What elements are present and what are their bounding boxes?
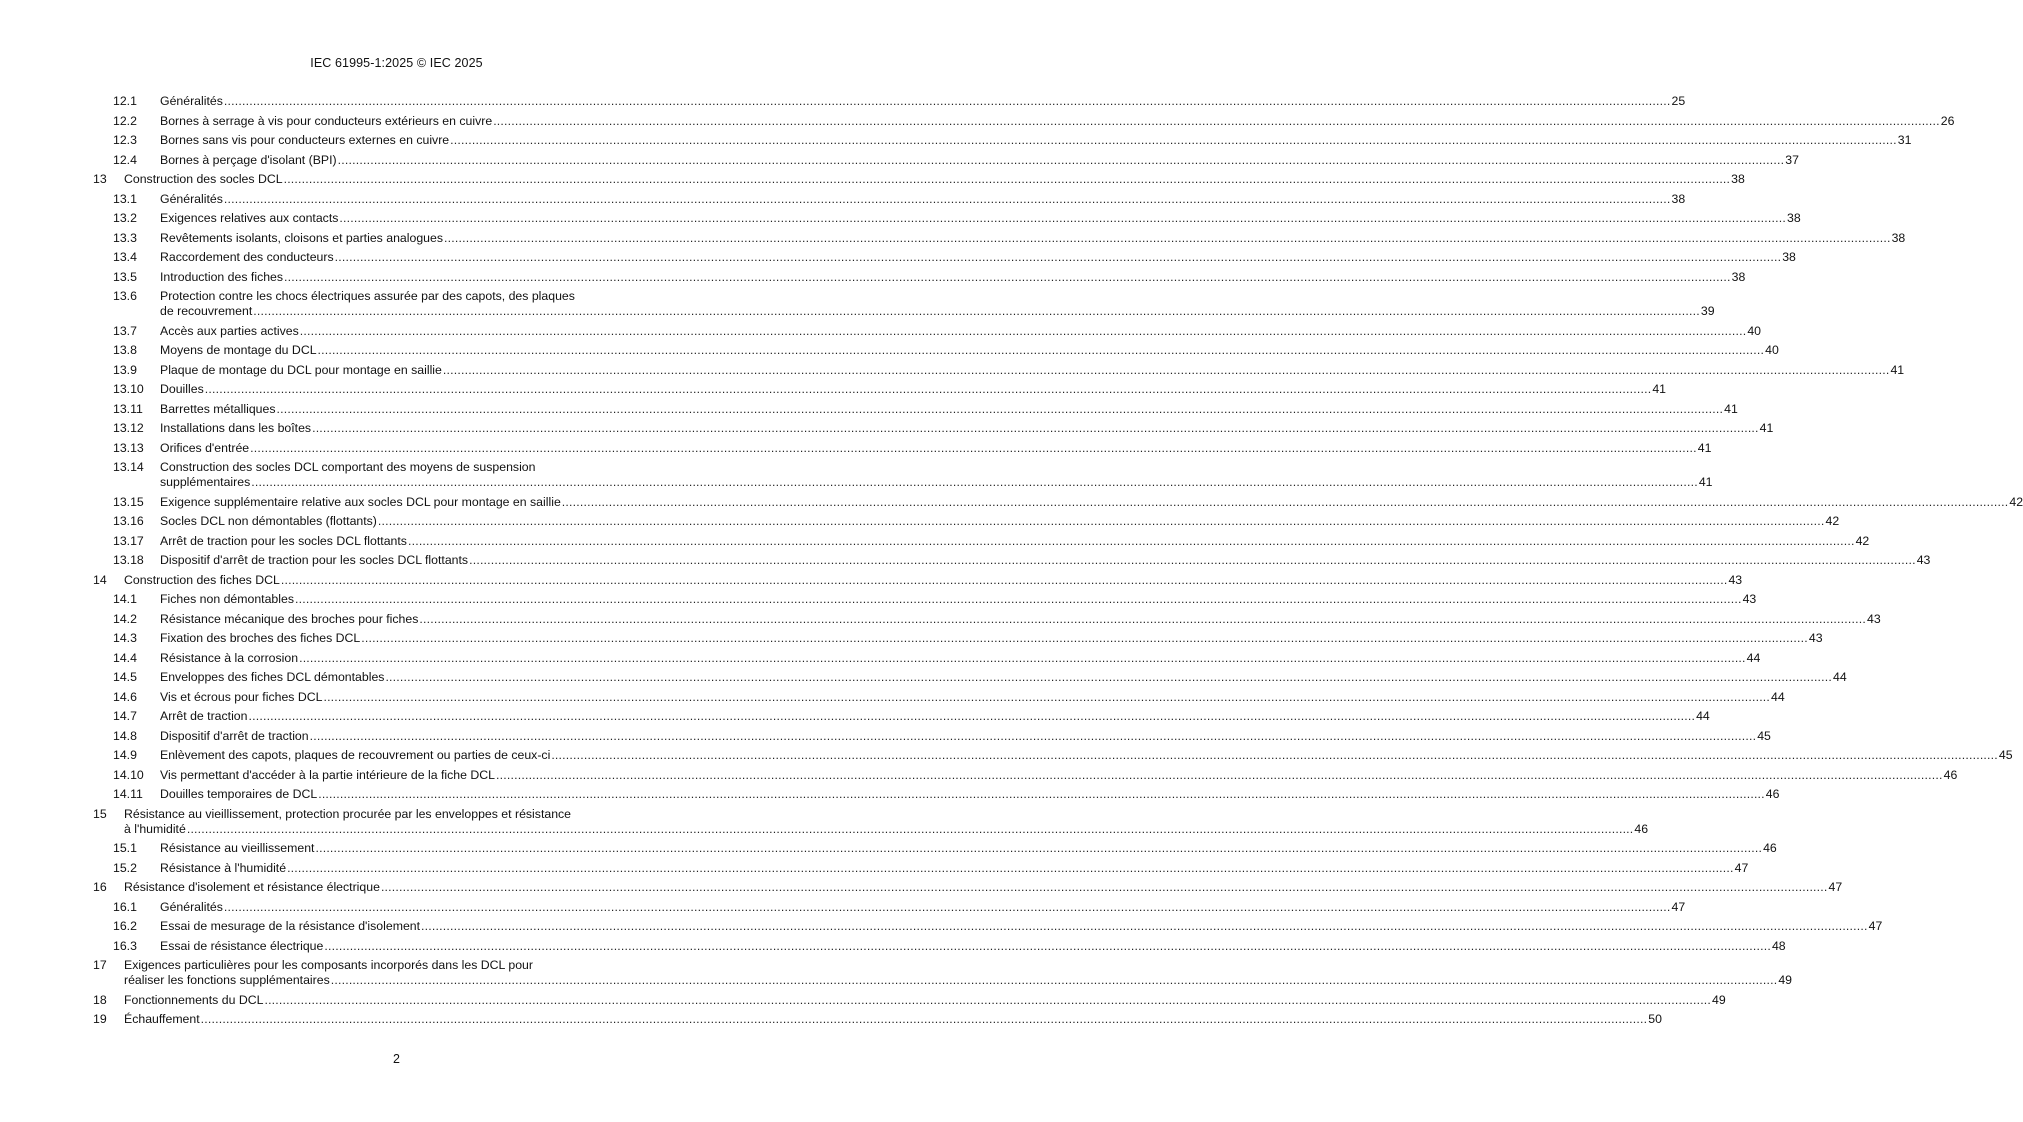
dot-leader: ................................................................................................................................................................................................................................................................................................................................................................................................................ <box>223 899 1671 914</box>
toc-entry-number: 13.12 <box>113 421 144 435</box>
table-of-contents <box>0 94 2023 1032</box>
dot-leader: ................................................................................................................................................................................................................................................................................................................................................................................................................ <box>315 841 1763 855</box>
toc-entry-title: Protection contre les chocs électriques assurée par des capots, des plaques <box>160 289 575 303</box>
toc-entry-page: 44 <box>1746 650 1761 665</box>
toc-entry-number: 13.1 <box>113 191 137 206</box>
toc-entry-page: 26 <box>1940 113 1955 128</box>
toc-entry-number: 13.9 <box>113 362 137 377</box>
toc-entry[interactable] <box>0 860 1749 876</box>
toc-entry[interactable] <box>0 401 1738 417</box>
toc-entry[interactable] <box>0 323 1762 339</box>
toc-entry-number: 13.6 <box>113 289 137 303</box>
toc-entry-page: 47 <box>1671 899 1686 914</box>
dot-leader: ................................................................................................................................................................................................................................................................................................................................................................................................................ <box>250 440 1697 455</box>
toc-entry-page: 45 <box>1757 728 1771 743</box>
dot-leader: ................................................................................................................................................................................................................................................................................................................................................................................................................ <box>317 343 1765 357</box>
toc-entry-number: 15.2 <box>113 860 137 875</box>
toc-entry-title: Essai de mesurage de la résistance d'isolement <box>160 919 421 933</box>
toc-entry-number: 13.15 <box>113 494 144 509</box>
toc-entry-page: 42 <box>1825 514 1840 528</box>
toc-entry[interactable] <box>0 514 1840 529</box>
toc-entry-page: 41 <box>1890 362 1905 377</box>
dot-leader: ................................................................................................................................................................................................................................................................................................................................................................................................................ <box>493 113 1940 128</box>
toc-entry[interactable] <box>0 992 1726 1008</box>
toc-entry-page: 37 <box>1785 152 1799 167</box>
toc-entry-number: 13.14 <box>113 460 144 474</box>
dot-leader: ................................................................................................................................................................................................................................................................................................................................................................................................................ <box>561 494 2009 509</box>
toc-entry[interactable] <box>0 841 1777 856</box>
toc-entry-page: 43 <box>1808 631 1823 645</box>
toc-entry-page: 41 <box>1759 421 1774 435</box>
toc-entry[interactable] <box>0 289 1715 319</box>
dot-leader: ................................................................................................................................................................................................................................................................................................................................................................................................................ <box>419 611 1866 626</box>
dot-leader: ................................................................................................................................................................................................................................................................................................................................................................................................................ <box>324 938 1771 953</box>
toc-entry-title: Vis et écrous pour fiches DCL <box>160 689 323 704</box>
toc-entry-page: 42 <box>2009 494 2023 509</box>
toc-entry-title: supplémentaires <box>160 475 251 489</box>
toc-entry-number: 15.1 <box>113 841 137 855</box>
toc-entry-number: 12.3 <box>113 133 137 147</box>
toc-entry-number: 13.8 <box>113 343 137 357</box>
toc-entry[interactable] <box>0 787 1780 802</box>
toc-entry-title: Enveloppes des fiches DCL démontables <box>160 670 385 684</box>
toc-entry-title: Bornes à perçage d'isolant (BPI) <box>160 152 337 167</box>
toc-entry-number: 14.11 <box>113 787 143 801</box>
toc-entry[interactable] <box>0 494 2023 510</box>
dot-leader: ................................................................................................................................................................................................................................................................................................................................................................................................................ <box>469 553 1916 567</box>
toc-entry-page: 43 <box>1866 611 1881 626</box>
toc-entry-page: 50 <box>1648 1012 1662 1026</box>
dot-leader: ................................................................................................................................................................................................................................................................................................................................................................................................................ <box>204 382 1652 396</box>
toc-entry-page: 41 <box>1724 401 1738 416</box>
dot-leader: ................................................................................................................................................................................................................................................................................................................................................................................................................ <box>318 787 1765 801</box>
toc-entry[interactable] <box>0 899 1686 915</box>
toc-entry-number: 12.1 <box>113 94 137 108</box>
dot-leader: ................................................................................................................................................................................................................................................................................................................................................................................................................ <box>407 533 1855 548</box>
dot-leader: ................................................................................................................................................................................................................................................................................................................................................................................................................ <box>287 860 1734 875</box>
toc-entry-page: 38 <box>1731 269 1746 284</box>
dot-leader: ................................................................................................................................................................................................................................................................................................................................................................................................................ <box>264 992 1712 1007</box>
toc-entry-number: 14.1 <box>113 592 137 606</box>
toc-entry-title: de recouvrement <box>160 304 253 318</box>
toc-entry[interactable] <box>0 421 1774 436</box>
toc-entry-number: 13.18 <box>113 553 144 567</box>
toc-entry[interactable] <box>0 631 1823 646</box>
toc-entry-page: 38 <box>1787 211 1801 225</box>
dot-leader: ................................................................................................................................................................................................................................................................................................................................................................................................................ <box>380 880 1828 894</box>
toc-entry-number: 13.2 <box>113 211 137 225</box>
toc-entry[interactable] <box>0 211 1801 226</box>
toc-entry[interactable] <box>0 250 1796 265</box>
toc-entry-number: 14.10 <box>113 767 144 782</box>
dot-leader: ................................................................................................................................................................................................................................................................................................................................................................................................................ <box>299 323 1747 338</box>
toc-entry-number: 12.2 <box>113 113 137 128</box>
toc-entry[interactable] <box>0 650 1761 666</box>
dot-leader: ................................................................................................................................................................................................................................................................................................................................................................................................................ <box>280 572 1728 587</box>
toc-entry-title: Orifices d'entrée <box>160 440 250 455</box>
toc-entry-page: 46 <box>1763 841 1777 855</box>
toc-entry[interactable] <box>0 382 1667 397</box>
toc-entry-page: 44 <box>1696 709 1710 723</box>
toc-entry-number: 14.4 <box>113 650 137 665</box>
toc-entry-title: Résistance au vieillissement, protection procurée par les enveloppes et résistance <box>124 806 572 821</box>
toc-entry-page: 45 <box>1998 748 2013 762</box>
toc-entry-page: 43 <box>1728 572 1743 587</box>
toc-entry-number: 13.5 <box>113 269 137 284</box>
toc-entry-page: 38 <box>1891 230 1906 245</box>
dot-leader: ................................................................................................................................................................................................................................................................................................................................................................................................................ <box>223 94 1671 108</box>
toc-entry-title: Échauffement <box>124 1012 200 1026</box>
toc-entry-page: 46 <box>1943 767 1958 782</box>
toc-entry-title: Arrêt de traction <box>160 709 248 723</box>
toc-entry-title: Bornes sans vis pour conducteurs externes en cuivre <box>160 133 450 147</box>
toc-entry[interactable] <box>0 152 1799 168</box>
toc-entry-title: Fixation des broches des fiches DCL <box>160 631 361 645</box>
dot-leader: ................................................................................................................................................................................................................................................................................................................................................................................................................ <box>312 421 1759 435</box>
toc-entry[interactable] <box>0 938 1786 954</box>
toc-entry[interactable] <box>0 572 1743 588</box>
toc-entry-title: Fiches non démontables <box>160 592 294 606</box>
toc-entry-number: 14.2 <box>113 611 137 626</box>
toc-entry-page: 49 <box>1778 973 1793 987</box>
toc-entry[interactable] <box>0 748 2013 763</box>
toc-entry-page: 46 <box>1634 821 1649 836</box>
dot-leader: ................................................................................................................................................................................................................................................................................................................................................................................................................ <box>442 362 1890 377</box>
toc-entry[interactable] <box>0 919 1883 934</box>
dot-leader: ................................................................................................................................................................................................................................................................................................................................................................................................................ <box>551 748 1998 762</box>
toc-entry-title: Construction des socles DCL <box>124 172 283 186</box>
toc-entry-page: 44 <box>1771 689 1785 704</box>
toc-entry-number: 14.6 <box>113 689 137 704</box>
toc-entry-title: Accès aux parties actives <box>160 323 299 338</box>
dot-leader: ................................................................................................................................................................................................................................................................................................................................................................................................................ <box>421 919 1868 933</box>
toc-entry-page: 42 <box>1855 533 1870 548</box>
toc-entry-number: 15 <box>93 806 107 821</box>
toc-entry-title: Généralités <box>160 899 223 914</box>
dot-leader: ................................................................................................................................................................................................................................................................................................................................................................................................................ <box>334 250 1782 264</box>
toc-entry[interactable] <box>0 689 1785 705</box>
toc-entry-title: Vis permettant d'accéder à la partie intérieure de la fiche DCL <box>160 767 496 782</box>
dot-leader: ................................................................................................................................................................................................................................................................................................................................................................................................................ <box>339 211 1786 225</box>
dot-leader: ................................................................................................................................................................................................................................................................................................................................................................................................................ <box>251 475 1698 489</box>
toc-entry-title: Enlèvement des capots, plaques de recouvrement ou parties de ceux-ci <box>160 748 551 762</box>
toc-entry[interactable] <box>0 362 1905 378</box>
toc-entry-page: 48 <box>1771 938 1786 953</box>
dot-leader: ................................................................................................................................................................................................................................................................................................................................................................................................................ <box>377 514 1825 528</box>
toc-entry-title: Résistance mécanique des broches pour fiches <box>160 611 419 626</box>
dot-leader: ................................................................................................................................................................................................................................................................................................................................................................................................................ <box>253 304 1700 318</box>
toc-entry-number: 14.3 <box>113 631 137 645</box>
toc-entry[interactable] <box>0 269 1746 285</box>
dot-leader: ................................................................................................................................................................................................................................................................................................................................................................................................................ <box>361 631 1808 645</box>
toc-entry-title: Essai de résistance électrique <box>160 938 324 953</box>
toc-entry-number: 14.5 <box>113 670 137 684</box>
toc-entry-title: réaliser les fonctions supplémentaires <box>124 973 330 987</box>
dot-leader: ................................................................................................................................................................................................................................................................................................................................................................................................................ <box>450 133 1897 147</box>
toc-entry-number: 13.16 <box>113 514 144 528</box>
dot-leader: ................................................................................................................................................................................................................................................................................................................................................................................................................ <box>444 230 1891 245</box>
toc-entry-title: Résistance à l'humidité <box>160 860 287 875</box>
toc-entry-page: 44 <box>1833 670 1847 684</box>
toc-entry-page: 25 <box>1671 94 1686 108</box>
dot-leader: ................................................................................................................................................................................................................................................................................................................................................................................................................ <box>283 172 1731 186</box>
toc-entry-number: 16.1 <box>113 899 137 914</box>
dot-leader: ................................................................................................................................................................................................................................................................................................................................................................................................................ <box>284 269 1731 284</box>
toc-entry[interactable] <box>0 728 1771 744</box>
toc-entry-title: Résistance au vieillissement <box>160 841 315 855</box>
toc-entry-title: Exigence supplémentaire relative aux socles DCL pour montage en saillie <box>160 494 561 509</box>
toc-entry[interactable] <box>0 230 1906 246</box>
dot-leader: ................................................................................................................................................................................................................................................................................................................................................................................................................ <box>186 821 1634 836</box>
toc-entry-title: Arrêt de traction pour les socles DCL flottants <box>160 533 407 548</box>
toc-entry-number: 14 <box>93 572 107 587</box>
toc-entry-page: 41 <box>1652 382 1667 396</box>
dot-leader: ................................................................................................................................................................................................................................................................................................................................................................................................................ <box>223 191 1671 206</box>
toc-entry-title: Dispositif d'arrêt de traction pour les socles DCL flottants <box>160 553 469 567</box>
toc-entry-title: Bornes à serrage à vis pour conducteurs extérieurs en cuivre <box>160 113 493 128</box>
toc-entry[interactable] <box>0 1012 1662 1027</box>
toc-entry[interactable] <box>0 709 1710 724</box>
toc-entry-number: 13.17 <box>113 533 144 548</box>
page-number: 2 <box>393 1052 400 1066</box>
toc-entry[interactable] <box>0 133 1912 148</box>
toc-entry-number: 12.4 <box>113 152 137 167</box>
dot-leader: ................................................................................................................................................................................................................................................................................................................................................................................................................ <box>200 1012 1648 1026</box>
toc-entry-number: 13.7 <box>113 323 137 338</box>
toc-entry-number: 13 <box>93 172 107 186</box>
toc-entry[interactable] <box>0 806 1649 837</box>
toc-entry-title: Moyens de montage du DCL <box>160 343 317 357</box>
toc-entry-title: Généralités <box>160 94 223 108</box>
toc-entry-number: 16.3 <box>113 938 137 953</box>
toc-entry[interactable] <box>0 172 1745 187</box>
toc-entry-page: 41 <box>1698 475 1713 489</box>
toc-entry[interactable] <box>0 767 1958 783</box>
toc-entry-page: 38 <box>1671 191 1686 206</box>
toc-entry[interactable] <box>0 460 1713 490</box>
toc-entry-title: Introduction des fiches <box>160 269 284 284</box>
toc-entry-page: 38 <box>1782 250 1796 264</box>
toc-entry-page: 46 <box>1765 787 1780 801</box>
toc-entry-number: 13.4 <box>113 250 137 264</box>
toc-entry-title: Généralités <box>160 191 223 206</box>
toc-entry-page: 40 <box>1765 343 1779 357</box>
toc-entry-number: 13.11 <box>113 401 143 416</box>
toc-entry[interactable] <box>0 533 1870 549</box>
toc-entry[interactable] <box>0 440 1712 456</box>
toc-entry-page: 49 <box>1712 992 1726 1007</box>
toc-entry-title: Résistance d'isolement et résistance électrique <box>124 880 380 894</box>
dot-leader: ................................................................................................................................................................................................................................................................................................................................................................................................................ <box>496 767 1943 782</box>
toc-entry[interactable] <box>0 670 1847 685</box>
toc-entry-title: Socles DCL non démontables (flottants) <box>160 514 377 528</box>
dot-leader: ................................................................................................................................................................................................................................................................................................................................................................................................................ <box>276 401 1724 416</box>
toc-entry-page: 38 <box>1731 172 1745 186</box>
toc-entry[interactable] <box>0 94 1686 109</box>
toc-entry-title: Plaque de montage du DCL pour montage en saillie <box>160 362 442 377</box>
dot-leader: ................................................................................................................................................................................................................................................................................................................................................................................................................ <box>299 650 1746 665</box>
toc-entry-title: Construction des fiches DCL <box>124 572 280 587</box>
toc-entry-number: 14.8 <box>113 728 137 743</box>
toc-entry-title: Exigences relatives aux contacts <box>160 211 339 225</box>
toc-entry-title: à l'humidité <box>124 821 186 836</box>
toc-entry-number: 13.10 <box>113 382 144 396</box>
toc-entry-title: Dispositif d'arrêt de traction <box>160 728 309 743</box>
dot-leader: ................................................................................................................................................................................................................................................................................................................................................................................................................ <box>323 689 1771 704</box>
dot-leader: ................................................................................................................................................................................................................................................................................................................................................................................................................ <box>330 973 1778 987</box>
toc-entry-page: 40 <box>1747 323 1762 338</box>
toc-entry[interactable] <box>0 191 1686 207</box>
toc-entry-number: 13.3 <box>113 230 137 245</box>
toc-entry-page: 47 <box>1828 880 1843 894</box>
toc-entry[interactable] <box>0 553 1931 568</box>
toc-entry-page: 47 <box>1868 919 1883 933</box>
toc-entry-number: 13.13 <box>113 440 144 455</box>
dot-leader: ................................................................................................................................................................................................................................................................................................................................................................................................................ <box>385 670 1833 684</box>
toc-entry-page: 41 <box>1697 440 1712 455</box>
toc-entry-number: 17 <box>93 958 107 972</box>
toc-entry-title: Construction des socles DCL comportant des moyens de suspension <box>160 460 536 474</box>
toc-entry-page: 47 <box>1734 860 1749 875</box>
toc-entry-page: 43 <box>1742 592 1757 606</box>
toc-entry[interactable] <box>0 343 1779 358</box>
toc-entry[interactable] <box>0 611 1881 627</box>
page-header: IEC 61995-1:2025 © IEC 2025 <box>310 56 483 70</box>
toc-entry-number: 16 <box>93 880 107 894</box>
dot-leader: ................................................................................................................................................................................................................................................................................................................................................................................................................ <box>309 728 1757 743</box>
toc-entry-number: 19 <box>93 1012 107 1026</box>
toc-entry[interactable] <box>0 880 1843 895</box>
toc-entry-number: 14.7 <box>113 709 137 723</box>
toc-entry-title: Barrettes métalliques <box>160 401 276 416</box>
toc-entry-page: 39 <box>1700 304 1715 318</box>
toc-entry-page: 31 <box>1897 133 1912 147</box>
toc-entry-number: 18 <box>93 992 107 1007</box>
dot-leader: ................................................................................................................................................................................................................................................................................................................................................................................................................ <box>337 152 1785 167</box>
toc-entry-title: Installations dans les boîtes <box>160 421 312 435</box>
toc-entry-number: 14.9 <box>113 748 137 762</box>
toc-entry-title: Revêtements isolants, cloisons et parties analogues <box>160 230 443 245</box>
toc-entry-number: 16.2 <box>113 919 137 933</box>
toc-entry[interactable] <box>0 592 1757 607</box>
toc-entry-title: Raccordement des conducteurs <box>160 250 334 264</box>
toc-entry-title: Douilles <box>160 382 204 396</box>
dot-leader: ................................................................................................................................................................................................................................................................................................................................................................................................................ <box>248 709 1696 723</box>
toc-entry-title: Fonctionnements du DCL <box>124 992 264 1007</box>
toc-entry[interactable] <box>0 958 1793 988</box>
toc-entry-title: Exigences particulières pour les composants incorporés dans les DCL pour <box>124 958 533 972</box>
dot-leader: ................................................................................................................................................................................................................................................................................................................................................................................................................ <box>294 592 1742 606</box>
toc-entry-page: 43 <box>1916 553 1931 567</box>
toc-entry[interactable] <box>0 113 1955 129</box>
toc-entry-title: Résistance à la corrosion <box>160 650 299 665</box>
toc-entry-title: Douilles temporaires de DCL <box>160 787 318 801</box>
